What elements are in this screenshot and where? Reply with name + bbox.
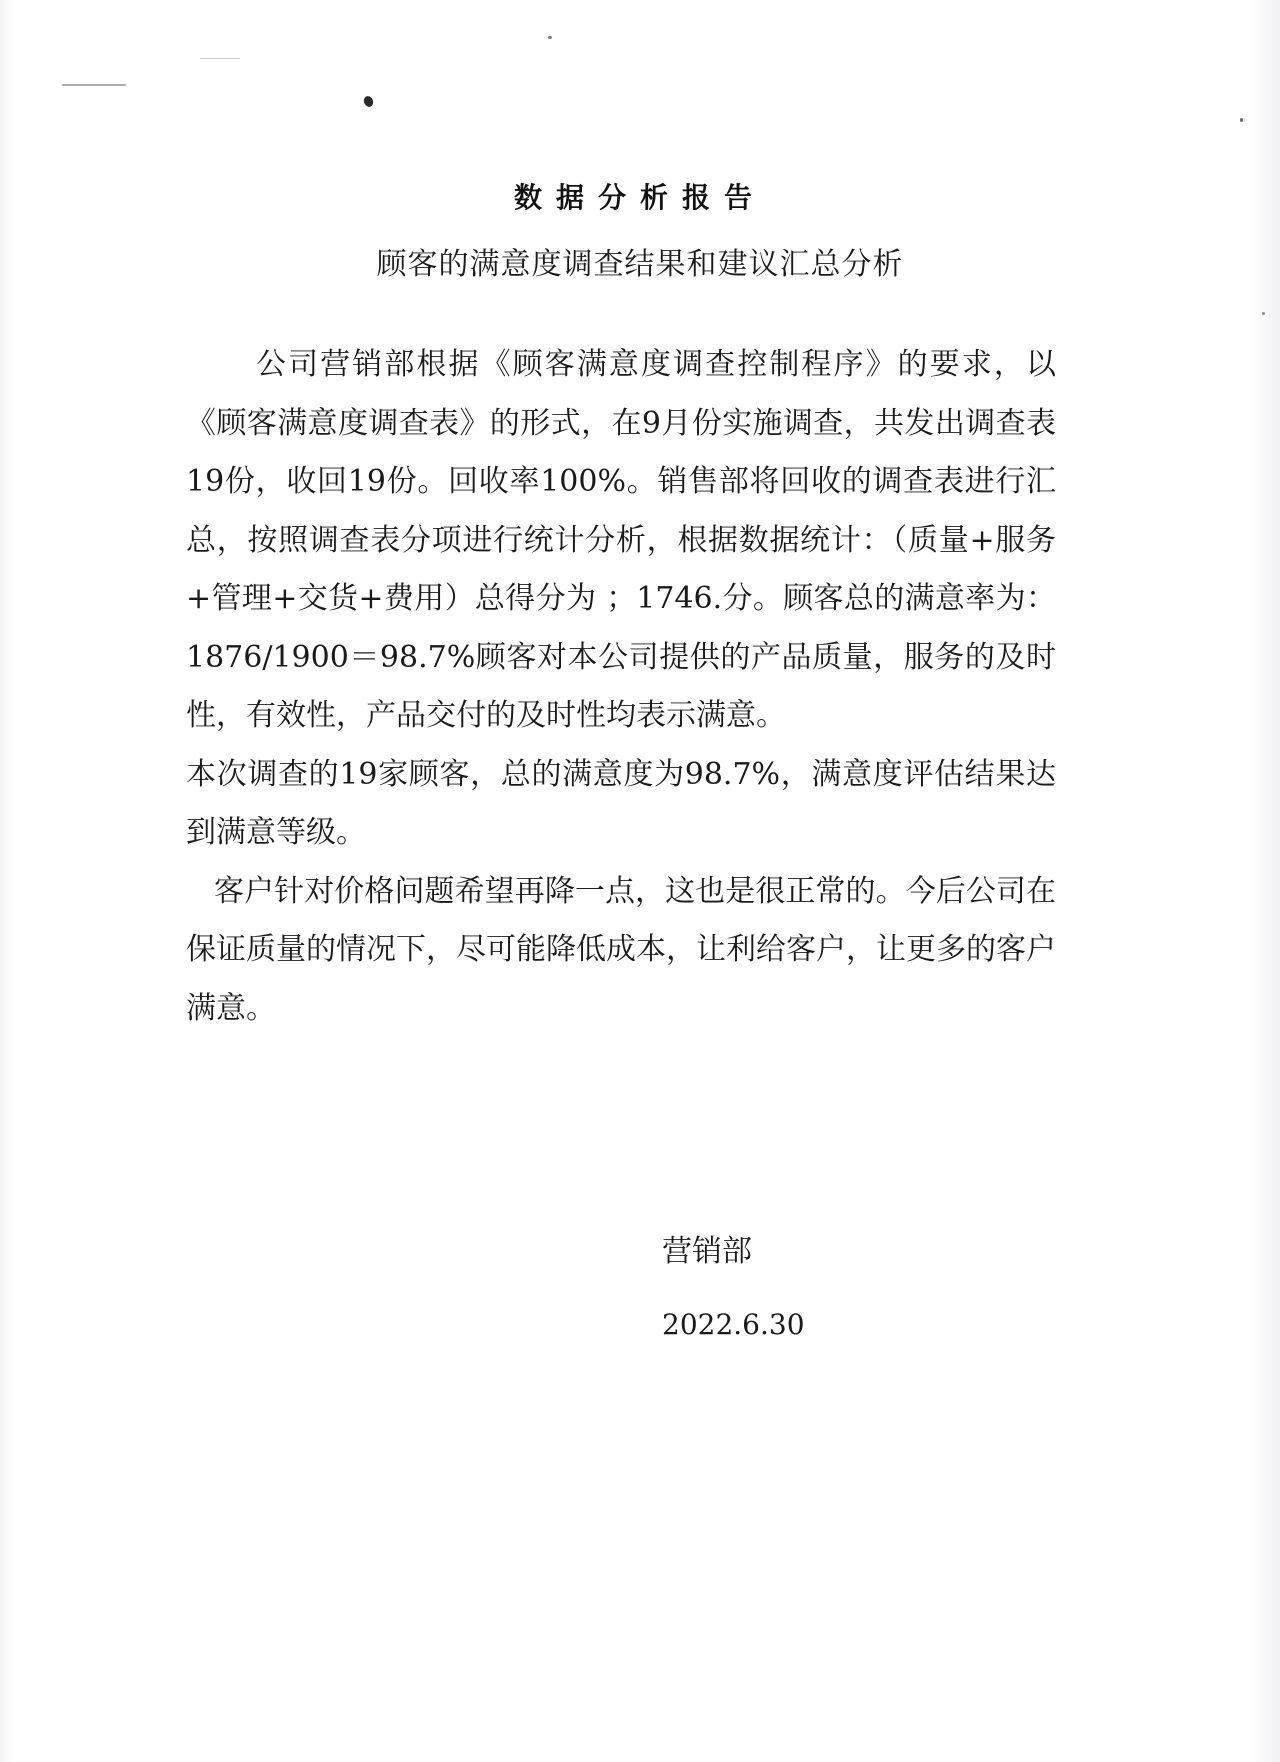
paragraph-suggestion: 客户针对价格问题希望再降一点，这也是很正常的。今后公司在保证质量的情况下，尽可能降低成本，让利给客户，让更多的客户满意。 — [186, 873, 1056, 1026]
scan-speck — [548, 36, 552, 39]
scan-speck — [1262, 312, 1265, 315]
scan-speck — [1240, 118, 1243, 122]
paragraph-survey-summary: 公司营销部根据《顾客满意度调查控制程序》的要求，以《顾客满意度调查表》的形式，在9月份实施调查，共发出调查表19份，收回19份。回收率100%。销售部将回收的调查表进行汇总，按照调查表分项进行统计分析，根据数据统计：（质量+服务+管理+交货+费用）总得分为 ；1746.分。顾客总的满意率为：1876/1900＝98.7%顾客对本公司提供的产品质量，服务的及时性，有效性，产品交付的及时性均表示满意。 — [186, 347, 1056, 733]
signature-department: 营销部 — [662, 1234, 752, 1269]
document-body — [186, 336, 1056, 1038]
paragraph-conclusion: 本次调查的19家顾客，总的满意度为98.7%，满意度评估结果达到满意等级。 — [186, 756, 1056, 850]
scan-streak — [62, 84, 126, 86]
scan-speck — [362, 95, 375, 109]
document-title: 数据分析报告 — [513, 181, 766, 214]
signature-date: 2022.6.30 — [662, 1308, 805, 1341]
document-subtitle: 顾客的满意度调查结果和建议汇总分析 — [376, 247, 904, 282]
scan-streak — [200, 58, 240, 59]
